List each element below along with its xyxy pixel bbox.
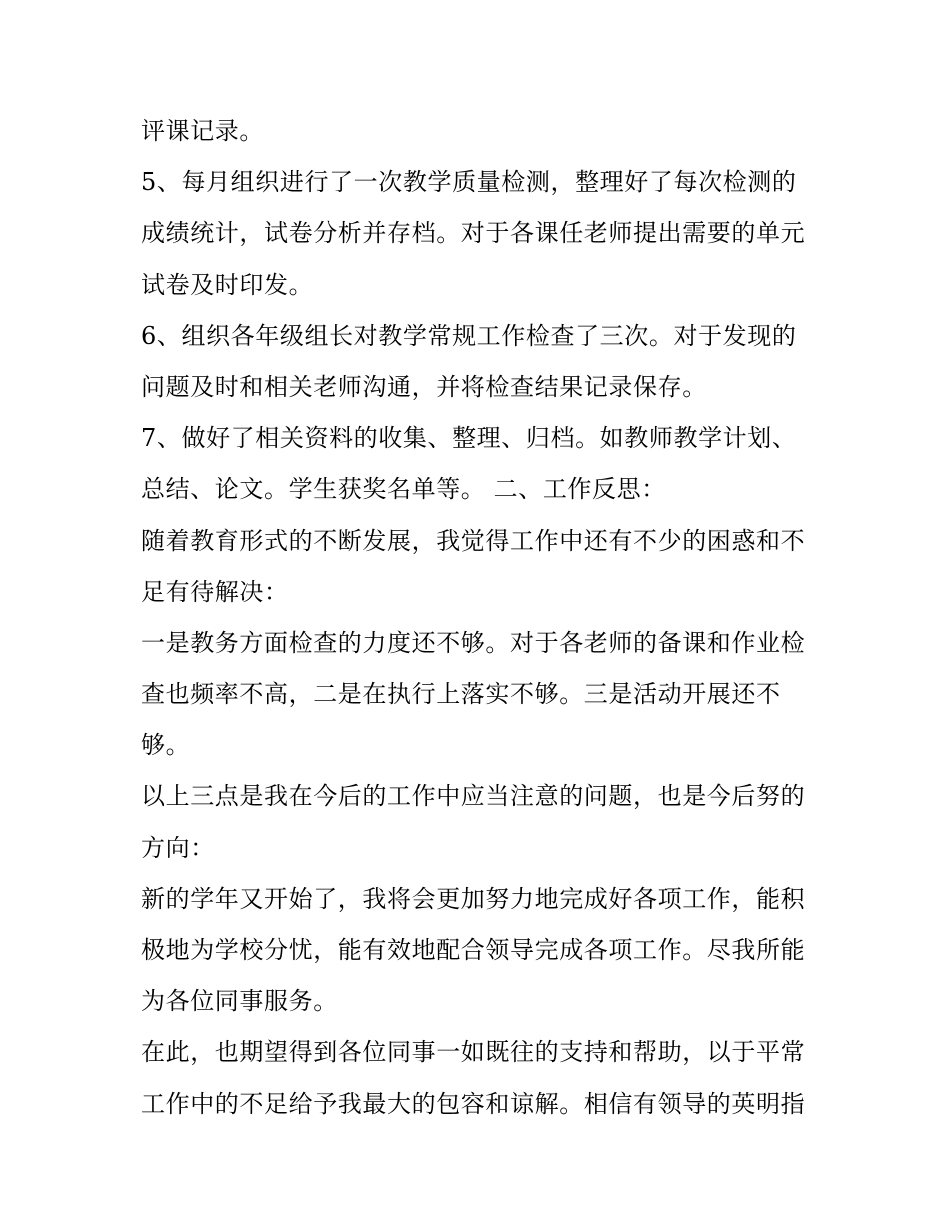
text-line: 在此，也期望得到各位同事一如既往的支持和帮助，以于平常 — [141, 1038, 806, 1067]
text-line: 6、组织各年级组长对教学常规工作检查了三次。对于发现的 — [141, 321, 797, 350]
text-line: 极地为学校分忧，能有效地配合领导完成各项工作。尽我所能 — [141, 936, 806, 964]
text-line: 成绩统计，试卷分析并存档。对于各课任老师提出需要的单元 — [141, 219, 806, 248]
text-line: 新的学年又开始了，我将会更加努力地完成好各项工作，能积 — [141, 884, 806, 913]
text-line: 7、做好了相关资料的收集、整理、归档。如教师教学计划、 — [141, 424, 797, 453]
text-line: 试卷及时印发。 — [141, 270, 314, 299]
document-body — [141, 106, 821, 1130]
text-line: 方向： — [141, 833, 215, 862]
text-line: 评课记录。 — [141, 117, 264, 145]
text-line: 总结、论文。学生获奖名单等。 二、工作反思： — [141, 475, 666, 504]
text-line: 一是教务方面检查的力度还不够。对于各老师的备课和作业检 — [141, 628, 806, 657]
text-line: 以上三点是我在今后的工作中应当注意的问题，也是今后努的 — [141, 782, 806, 811]
text-line: 足有待解决： — [141, 577, 289, 606]
text-line: 查也频率不高，二是在执行上落实不够。三是活动开展还不 — [141, 680, 781, 709]
text-line: 工作中的不足给予我最大的包容和谅解。相信有领导的英明指 — [141, 1089, 806, 1118]
text-line: 为各位同事服务。 — [141, 987, 338, 1016]
text-line: 随着教育形式的不断发展，我觉得工作中还有不少的困惑和不 — [141, 526, 806, 555]
text-line: 够。 — [141, 731, 191, 760]
text-line: 5、每月组织进行了一次教学质量检测，整理好了每次检测的 — [141, 168, 797, 197]
text-line: 问题及时和相关老师沟通，并将检查结果记录保存。 — [141, 372, 707, 401]
